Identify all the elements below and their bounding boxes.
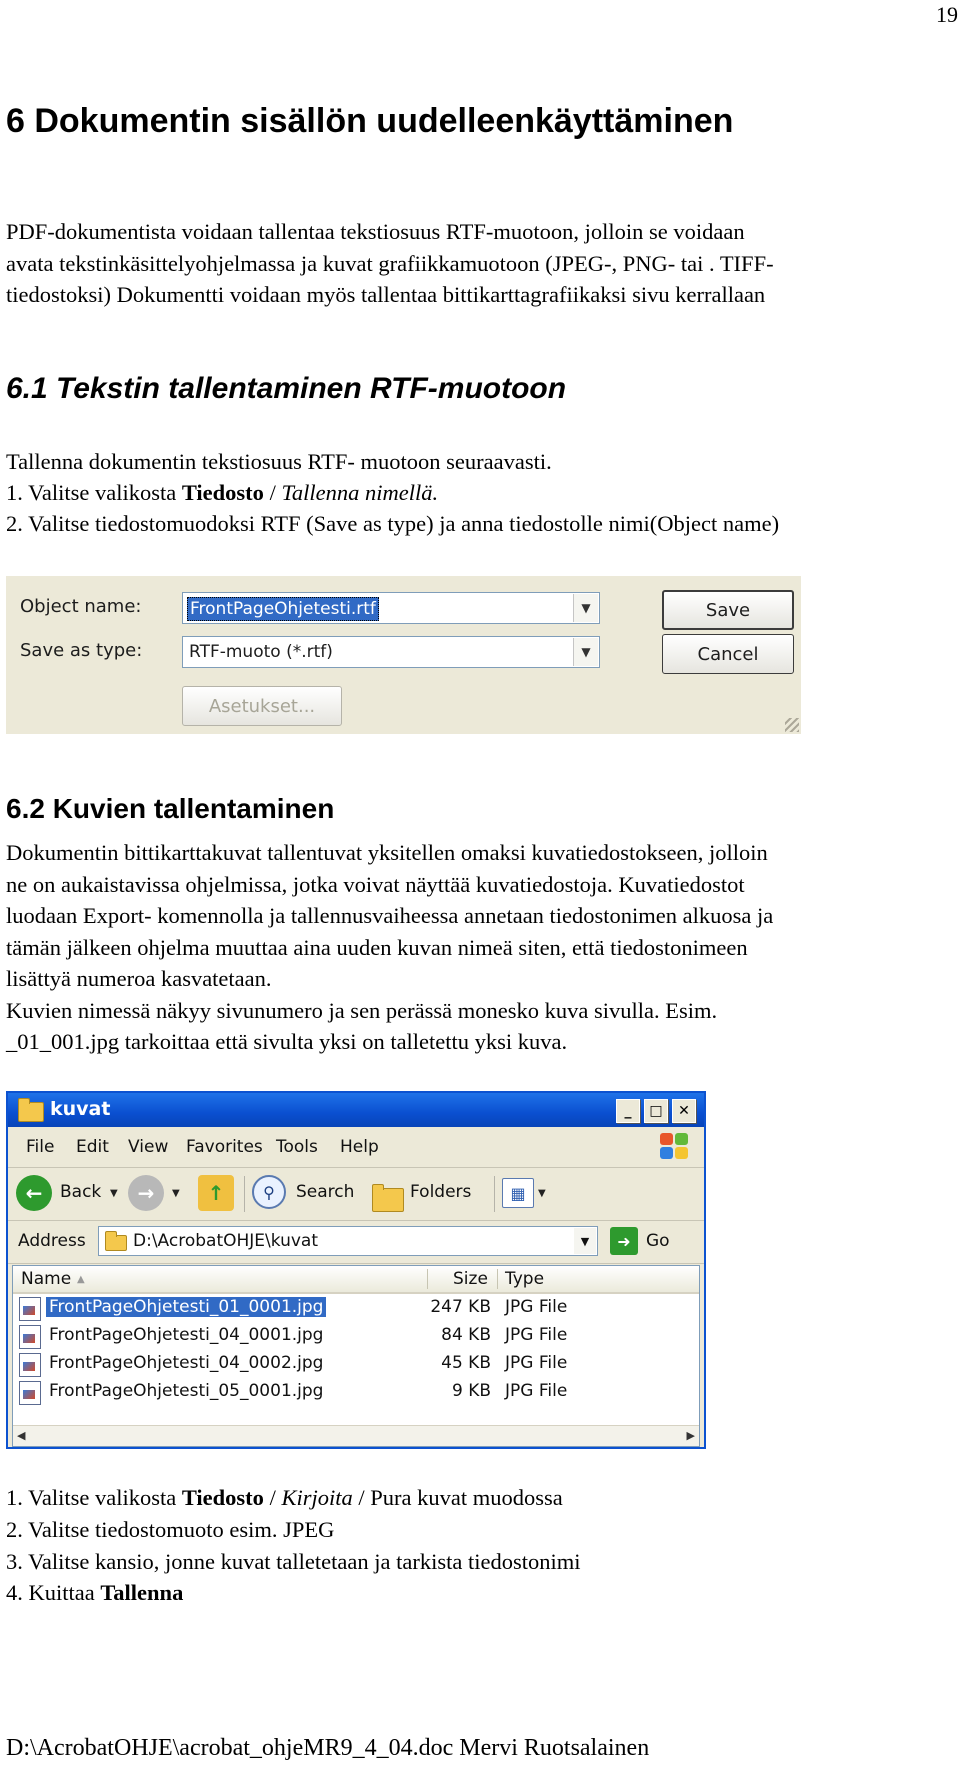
folder-up-icon[interactable]: ↑ <box>198 1175 234 1211</box>
intro-paragraph <box>6 216 956 311</box>
chevron-down-icon[interactable]: ▼ <box>538 1188 546 1199</box>
step-text: 1. Valitse valikosta <box>6 1485 182 1510</box>
object-name-label: Object name: <box>20 596 142 617</box>
file-name: FrontPageOhjetesti_04_0002.jpg <box>49 1353 324 1373</box>
page-number: 19 <box>936 2 958 27</box>
section-1-title: 6.1 Tekstin tallentaminen RTF-muotoon <box>6 372 567 405</box>
section-2-step-3: 3. Valitse kansio, jonne kuvat talletetaan ja tarkista tiedostonimi <box>6 1549 581 1574</box>
file-type: JPG File <box>505 1353 568 1373</box>
section-2-body <box>6 837 956 1058</box>
search-icon[interactable]: ⚲ <box>252 1175 286 1209</box>
back-arrow-icon[interactable]: ← <box>16 1175 52 1211</box>
menu-edit[interactable]: Edit <box>76 1137 109 1157</box>
jpg-file-icon <box>19 1381 41 1405</box>
file-type: JPG File <box>505 1297 568 1317</box>
resize-grip-icon[interactable] <box>785 718 799 732</box>
column-header <box>13 1266 699 1294</box>
file-size: 84 KB <box>441 1325 491 1345</box>
section-1-intro: Tallenna dokumentin tekstiosuus RTF- muotoon seuraavasti. <box>6 449 552 474</box>
forward-arrow-icon[interactable]: → <box>128 1175 164 1211</box>
address-bar <box>8 1221 704 1264</box>
jpg-file-icon <box>19 1353 41 1377</box>
intro-line-2: avata tekstinkäsittelyohjelmassa ja kuvat grafiikkamuotoon (JPEG-, PNG- tai . TIFF- <box>6 250 774 276</box>
step-text: 4. Kuittaa <box>6 1580 101 1605</box>
toolbar <box>8 1168 704 1221</box>
horizontal-scrollbar[interactable] <box>13 1425 699 1446</box>
minimize-icon[interactable]: _ <box>616 1099 640 1123</box>
scroll-right-icon[interactable]: ▶ <box>686 1429 695 1442</box>
file-name: FrontPageOhjetesti_05_0001.jpg <box>49 1381 324 1401</box>
file-type: JPG File <box>505 1381 568 1401</box>
chevron-down-icon[interactable]: ▼ <box>573 594 598 622</box>
chevron-down-icon[interactable]: ▼ <box>573 638 598 666</box>
folder-icon <box>105 1235 127 1251</box>
folders-button[interactable]: Folders <box>410 1182 472 1202</box>
body-line-7: _01_001.jpg tarkoittaa että sivulta yksi on talletettu yksi kuva. <box>6 1029 568 1054</box>
body-line-3: luodaan Export- komennolla ja tallennusvaiheessa annetaan tiedostonimen alkuosa ja <box>6 903 774 928</box>
chevron-down-icon[interactable]: ▼ <box>574 1228 596 1254</box>
folder-icon <box>18 1102 44 1122</box>
section-2-title: 6.2 Kuvien tallentaminen <box>6 793 335 824</box>
file-row[interactable] <box>13 1378 699 1406</box>
file-size: 45 KB <box>441 1353 491 1373</box>
section-2-step-1 <box>6 1482 563 1514</box>
maximize-icon[interactable]: □ <box>644 1099 668 1123</box>
menu-tools[interactable]: Tools <box>276 1137 318 1157</box>
toolbar-separator <box>244 1176 245 1212</box>
menu-name: Tiedosto <box>181 1485 264 1510</box>
address-input[interactable] <box>98 1226 598 1256</box>
file-row[interactable] <box>13 1322 699 1350</box>
go-arrow-icon[interactable]: ➜ <box>610 1227 638 1255</box>
button-name: Tallenna <box>100 1580 184 1605</box>
section-1-step-1 <box>6 477 438 509</box>
save-as-type-value: RTF-muoto (*.rtf) <box>189 642 333 662</box>
menu-help[interactable]: Help <box>340 1137 379 1157</box>
step-text-rest: / Pura kuvat muodossa <box>352 1485 563 1510</box>
settings-button[interactable]: Asetukset... <box>182 686 342 726</box>
body-line-1: Dokumentin bittikarttakuvat tallentuvat yksitellen omaksi kuvatiedostokseen, jolloin <box>6 840 768 865</box>
save-as-type-select[interactable] <box>182 636 600 668</box>
file-type: JPG File <box>505 1325 568 1345</box>
file-name: FrontPageOhjetesti_04_0001.jpg <box>49 1325 324 1345</box>
windows-logo-icon <box>660 1133 690 1161</box>
back-button[interactable]: Back <box>60 1182 102 1202</box>
save-dialog-screenshot <box>6 576 801 734</box>
object-name-value: FrontPageOhjetesti.rtf <box>187 597 379 621</box>
body-line-5: lisättyä numeroa kasvatetaan. <box>6 966 272 991</box>
file-row[interactable] <box>13 1350 699 1378</box>
chevron-down-icon[interactable]: ▼ <box>110 1188 118 1199</box>
section-2-step-2: 2. Valitse tiedostomuoto esim. JPEG <box>6 1517 335 1542</box>
menu-command: Kirjoita <box>281 1485 353 1510</box>
footer-path: D:\AcrobatOHJE\acrobat_ohjeMR9_4_04.doc Mervi Ruotsalainen <box>6 1735 650 1761</box>
column-type[interactable]: Type <box>505 1269 545 1289</box>
step-sep: / <box>263 480 282 505</box>
file-row[interactable] <box>13 1294 699 1322</box>
window-titlebar[interactable] <box>8 1093 704 1127</box>
jpg-file-icon <box>19 1297 41 1321</box>
intro-line-1: PDF-dokumentista voidaan tallentaa tekstiosuus RTF-muotoon, jolloin se voidaan <box>6 219 745 244</box>
file-size: 247 KB <box>430 1297 491 1317</box>
window-title: kuvat <box>50 1098 111 1120</box>
menu-view[interactable]: View <box>128 1137 169 1157</box>
file-name: FrontPageOhjetesti_01_0001.jpg <box>46 1297 326 1317</box>
search-button[interactable]: Search <box>296 1182 355 1202</box>
menu-name: Tiedosto <box>181 480 264 505</box>
address-label: Address <box>18 1231 86 1251</box>
column-divider[interactable] <box>497 1269 498 1289</box>
go-button[interactable]: Go <box>646 1231 670 1251</box>
close-icon[interactable]: ✕ <box>672 1099 696 1123</box>
save-button[interactable]: Save <box>662 590 794 630</box>
body-line-6: Kuvien nimessä näkyy sivunumero ja sen perässä monesko kuva sivulla. Esim. <box>6 997 718 1023</box>
section-1-step-2: 2. Valitse tiedostomuodoksi RTF (Save as type) ja anna tiedostolle nimi(Object name) <box>6 511 780 536</box>
cancel-button[interactable]: Cancel <box>662 634 794 674</box>
folders-icon <box>372 1188 404 1212</box>
object-name-field[interactable] <box>182 592 600 624</box>
views-icon[interactable]: ▦ <box>502 1178 534 1208</box>
body-line-4: tämän jälkeen ohjelma muuttaa aina uuden kuvan nimeä siten, että tiedostonimeen <box>6 934 748 960</box>
menu-file[interactable]: File <box>26 1137 55 1157</box>
body-line-2: ne on aukaistavissa ohjelmissa, jotka voivat näyttää kuvatiedostoja. Kuvatiedostot <box>6 871 745 897</box>
address-value: D:\AcrobatOHJE\kuvat <box>133 1231 318 1251</box>
step-sep: / <box>263 1485 282 1510</box>
scroll-left-icon[interactable]: ◀ <box>17 1429 26 1442</box>
chevron-down-icon[interactable]: ▼ <box>172 1188 180 1199</box>
menu-bar <box>8 1127 704 1168</box>
toolbar-separator <box>494 1176 495 1212</box>
step-text: 1. Valitse valikosta <box>6 480 182 505</box>
save-as-type-label: Save as type: <box>20 640 143 661</box>
jpg-file-icon <box>19 1325 41 1349</box>
column-divider[interactable] <box>427 1269 428 1289</box>
sort-ascending-icon: ▲ <box>77 1274 85 1285</box>
explorer-window-screenshot <box>6 1091 706 1449</box>
column-name[interactable]: Name <box>21 1269 72 1289</box>
menu-command: Tallenna nimellä. <box>281 480 439 505</box>
menu-favorites[interactable]: Favorites <box>186 1137 263 1157</box>
column-size[interactable]: Size <box>453 1269 488 1289</box>
page-title: 6 Dokumentin sisällön uudelleenkäyttäminen <box>6 102 734 140</box>
file-list <box>12 1265 700 1447</box>
intro-line-3: tiedostoksi) Dokumentti voidaan myös tallentaa bittikarttagrafiikaksi sivu kerrallaan <box>6 282 766 307</box>
file-size: 9 KB <box>451 1381 491 1401</box>
section-2-step-4 <box>6 1577 183 1609</box>
